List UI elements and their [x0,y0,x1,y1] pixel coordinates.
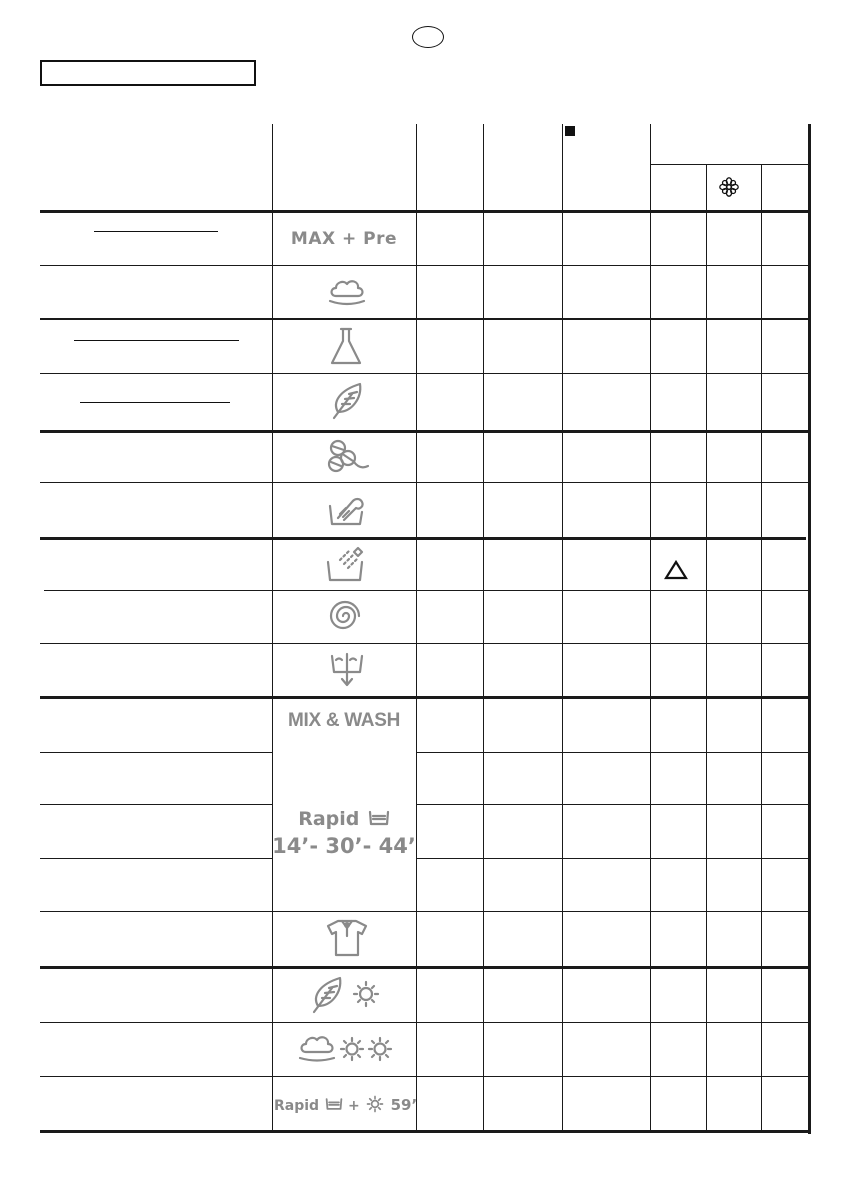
grid-hline [40,752,272,753]
grid-hline [40,1076,810,1077]
grid-hline [416,858,810,859]
grid-hline-thick [40,430,810,433]
flower-icon [718,176,740,198]
mix-wash-label: MIX & WASH [287,710,401,731]
tub-icon [368,810,390,826]
grid-right-border [808,124,811,1134]
grid-hline [40,373,810,374]
rapid-wash-icon [272,808,416,878]
grid-hline-thick [40,966,810,969]
programme-name-underline [94,231,218,232]
grid-vline [416,124,417,1132]
spin-spiral-icon [328,598,364,634]
rapid-times: 14’- 30’- 44’ [272,834,416,858]
grid-hline [40,804,272,805]
grid-hline [40,482,810,483]
grid-hline [40,643,810,644]
rapid-dry-icon [274,1095,416,1117]
programme-name-underline [80,402,230,403]
grid-vline [562,124,563,1132]
grid-vline [706,164,707,1132]
grid-hline-thick [40,210,810,213]
rapid-dry-time: 59’ [390,1096,418,1114]
grid-hline [40,1022,810,1023]
sun-icon [366,1095,384,1113]
shirt-stain-icon [324,918,370,958]
grid-hline [40,858,272,859]
grid-hline-thick [40,696,810,699]
tub-icon [325,1097,343,1111]
drain-icon [328,650,366,690]
grid-vline [272,124,273,1132]
delicates-feather-icon [328,380,366,422]
rinse-shower-icon [324,544,368,584]
synthetics-flask-icon [328,325,364,367]
language-badge [412,26,444,48]
grid-vline [483,124,484,1132]
grid-hline [40,318,810,320]
programme-name-underline [74,340,239,341]
grid-hline [40,265,810,266]
grid-hline-thick [40,1130,810,1133]
feather-dry-icon [310,974,384,1016]
triangle-icon [663,559,689,581]
grid-hline [650,164,810,165]
grid-hline [40,911,810,912]
max-pre-label: MAX + Pre [290,229,398,249]
grid-hline [44,590,810,591]
grid-hline [416,752,810,753]
cotton-cloud-icon [326,274,368,310]
grid-hline [416,804,810,805]
black-square-icon [565,126,575,136]
grid-hline-thick [40,537,806,540]
wool-yarn-icon [324,436,370,478]
grid-vline [650,124,651,1132]
grid-vline [761,164,762,1132]
rapid-dry-plus: + [347,1098,360,1114]
rapid-dry-label: Rapid [274,1098,320,1114]
section-title-box [40,60,256,86]
cloud-double-dry-icon [296,1030,396,1068]
hand-wash-icon [326,488,368,528]
rapid-label: Rapid [298,808,360,830]
